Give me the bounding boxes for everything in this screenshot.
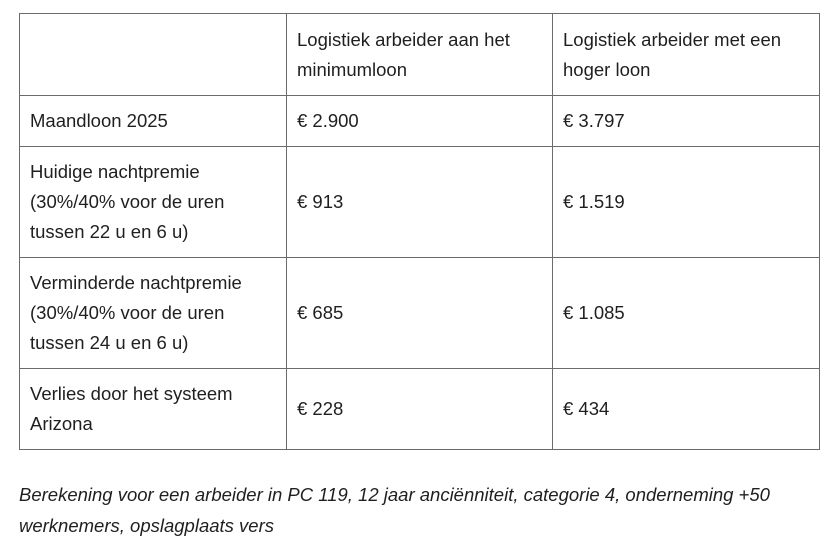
table-row [20, 369, 820, 450]
table-header-minimum-wage: Logistiek arbeider aan het minimumloon [287, 14, 553, 96]
cell-minimum-wage: € 2.900 [287, 96, 553, 147]
table-header-empty-cell [20, 14, 287, 96]
row-label: Maandloon 2025 [20, 96, 287, 147]
table-row [20, 258, 820, 369]
table-row [20, 147, 820, 258]
cell-minimum-wage: € 685 [287, 258, 553, 369]
cell-higher-wage: € 1.519 [553, 147, 820, 258]
cell-higher-wage: € 3.797 [553, 96, 820, 147]
table-header-higher-wage: Logistiek arbeider met een hoger loon [553, 14, 820, 96]
table-caption: Berekening voor een arbeider in PC 119, 12 jaar anciënniteit, categorie 4, onderneming +50 werknemers, opslagplaats vers [19, 484, 770, 536]
row-label: Verminderde nachtpremie (30%/40% voor de uren tussen 24 u en 6 u) [20, 258, 287, 369]
table-row [20, 96, 820, 147]
cell-higher-wage: € 434 [553, 369, 820, 450]
cell-minimum-wage: € 913 [287, 147, 553, 258]
night-premium-table [19, 13, 820, 450]
cell-minimum-wage: € 228 [287, 369, 553, 450]
cell-higher-wage: € 1.085 [553, 258, 820, 369]
row-label: Huidige nachtpremie (30%/40% voor de uren tussen 22 u en 6 u) [20, 147, 287, 258]
row-label: Verlies door het systeem Arizona [20, 369, 287, 450]
table-header-row [20, 14, 820, 96]
